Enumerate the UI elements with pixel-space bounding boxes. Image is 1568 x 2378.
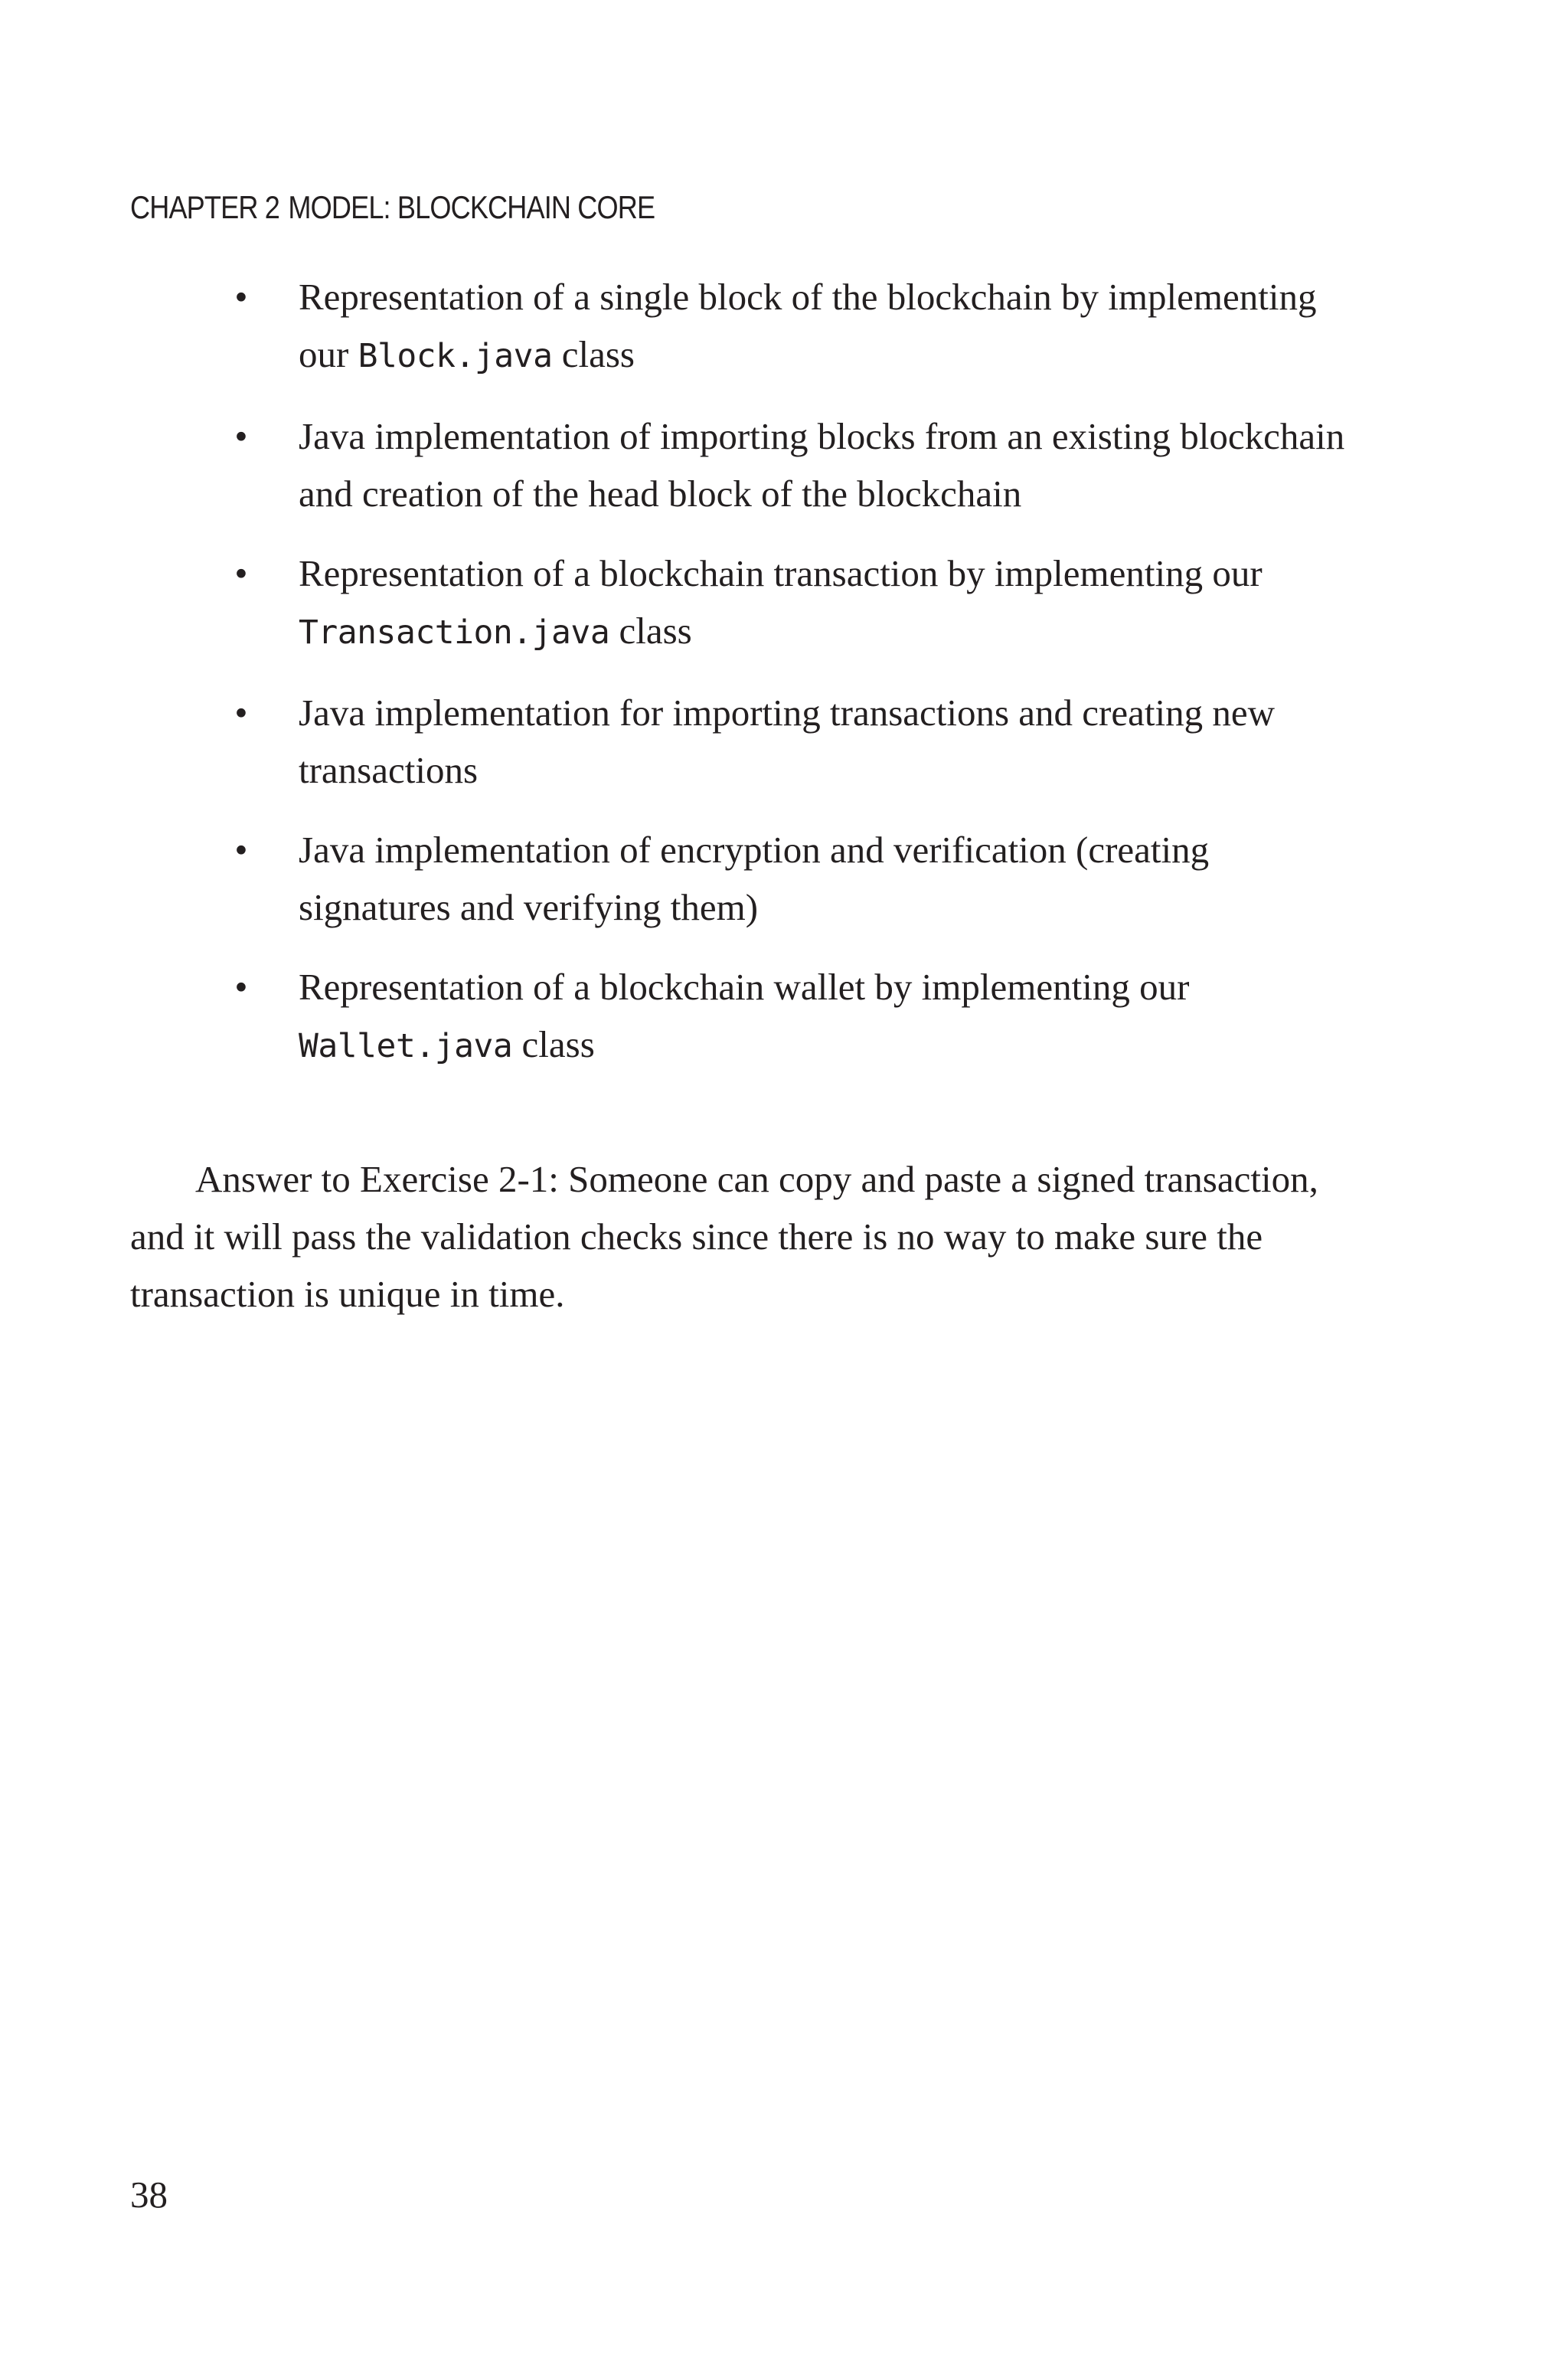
code-span: Wallet.java [299,1027,513,1065]
bullet-icon: • [234,692,248,734]
bullet-item-encryption [0,821,1363,936]
bullet-text: Representation of a single block of the blockchain by implementing our [299,276,1317,375]
bullet-text: Java implementation of encryption and verification (creating signatures and verifying them) [299,829,1210,928]
bullet-icon: • [234,552,248,594]
bullet-item-block [0,268,1363,385]
code-span: Transaction.java [299,613,610,652]
bullet-item-wallet [0,958,1363,1075]
chapter-title: MODEL: BLOCKCHAIN CORE [288,189,655,225]
bullet-icon: • [234,276,248,318]
bullet-icon: • [234,966,248,1008]
bullet-text-tail: class [552,333,635,375]
bullet-item-import-blocks [0,407,1363,522]
code-span: Block.java [358,337,553,375]
exercise-answer-paragraph: Answer to Exercise 2-1: Someone can copy and paste a signed transaction, and it will pass the validation checks since there is no way to make sure the transaction is unique in time. [130,1158,1318,1315]
bullet-text-tail: class [512,1023,595,1065]
bullet-icon: • [234,415,248,457]
bullet-text: Representation of a blockchain transaction by implementing our [299,552,1263,594]
bullet-text: Java implementation of importing blocks from an existing blockchain and creation of the head block of the blockchain [299,415,1345,515]
bullet-icon: • [234,829,248,871]
bullet-list [0,268,1363,1097]
bullet-text: Java implementation for importing transactions and creating new transactions [299,692,1275,791]
page-number: 38 [130,2174,168,2216]
running-head [130,188,655,227]
chapter-number: CHAPTER 2 [130,189,279,225]
bullet-text-tail: class [609,610,692,652]
bullet-text: Representation of a blockchain wallet by implementing our [299,966,1190,1008]
bullet-item-transaction [0,545,1363,662]
bullet-item-import-transactions [0,684,1363,799]
